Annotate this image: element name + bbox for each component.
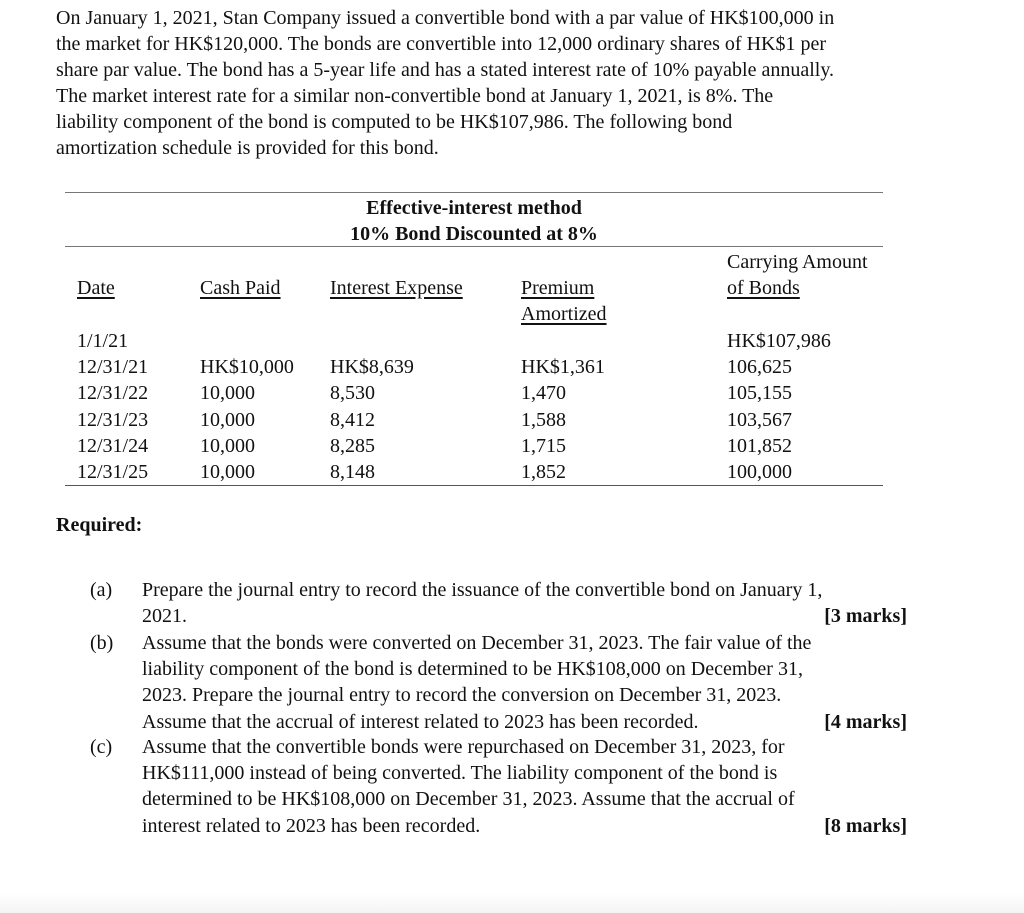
question-label: (a) — [90, 579, 113, 601]
header-carrying-amount: Carrying Amount — [727, 251, 868, 273]
cell-date: 12/31/22 — [77, 382, 149, 405]
question-text-line: liability component of the bond is determined to be HK$108,000 on December 31, — [142, 658, 803, 681]
table-title: Effective-interest method — [366, 197, 582, 219]
intro-line: liability component of the bond is computed to be HK$107,986. The following bond — [56, 111, 733, 133]
cell-carrying: 103,567 — [727, 408, 792, 431]
cell-carrying: 105,155 — [727, 382, 792, 405]
cell-interest: 8,530 — [330, 382, 375, 405]
table-header-rule — [65, 246, 883, 247]
cell-premium: 1,715 — [521, 434, 566, 457]
marks-label: [4 marks] — [824, 710, 907, 733]
cell-premium: 1,470 — [521, 382, 566, 405]
cell-cash: 10,000 — [200, 434, 255, 457]
table-bottom-rule — [65, 485, 883, 486]
bottom-shade — [0, 893, 1024, 913]
cell-interest: HK$8,639 — [330, 356, 414, 379]
header-of-bonds: of Bonds — [727, 277, 800, 299]
cell-date: 12/31/23 — [77, 408, 149, 431]
intro-line: the market for HK$120,000. The bonds are convertible into 12,000 ordinary shares of HK$1 per — [56, 33, 826, 55]
intro-line: The market interest rate for a similar non-convertible bond at January 1, 2021, is 8%. The — [56, 85, 774, 107]
cell-carrying: 100,000 — [727, 461, 792, 483]
intro-line: On January 1, 2021, Stan Company issued a convertible bond with a par value of HK$100,000 in — [56, 7, 835, 29]
cell-cash: 10,000 — [200, 408, 255, 431]
cell-date: 12/31/24 — [77, 434, 149, 457]
header-amortized: Amortized — [521, 303, 607, 325]
marks-label: [8 marks] — [824, 814, 907, 837]
cell-interest: 8,148 — [330, 461, 375, 483]
cell-premium: 1,852 — [521, 461, 566, 483]
required-heading: Required: — [56, 514, 143, 536]
cell-cash: HK$10,000 — [200, 356, 294, 379]
header-interest-expense: Interest Expense — [330, 277, 463, 299]
question-text-line: Assume that the accrual of interest related to 2023 has been recorded. — [142, 710, 699, 733]
question-text-line: 2023. Prepare the journal entry to record the conversion on December 31, 2023. — [142, 684, 782, 707]
cell-cash: 10,000 — [200, 382, 255, 405]
cell-interest: 8,412 — [330, 408, 375, 431]
table-subtitle: 10% Bond Discounted at 8% — [350, 223, 598, 245]
cell-premium: HK$1,361 — [521, 356, 605, 379]
intro-line: amortization schedule is provided for this bond. — [56, 137, 439, 159]
header-date: Date — [77, 277, 115, 299]
question-text-line: Assume that the convertible bonds were repurchased on December 31, 2023, for — [142, 736, 785, 758]
intro-line: share par value. The bond has a 5-year life and has a stated interest rate of 10% payable annually. — [56, 59, 835, 81]
question-text-line: HK$111,000 instead of being converted. The liability component of the bond is — [142, 762, 778, 785]
cell-premium: 1,588 — [521, 408, 566, 431]
question-text-line: Prepare the journal entry to record the issuance of the convertible bond on January 1, — [142, 579, 823, 601]
header-cash-paid: Cash Paid — [200, 277, 281, 299]
cell-date: 12/31/25 — [77, 461, 149, 483]
table-top-rule — [65, 192, 883, 193]
question-text-line: interest related to 2023 has been recorded. — [142, 814, 481, 837]
cell-interest: 8,285 — [330, 434, 375, 457]
cell-carrying: 106,625 — [727, 356, 792, 379]
question-label: (c) — [90, 736, 113, 758]
marks-label: [3 marks] — [824, 605, 907, 628]
cell-date: 1/1/21 — [77, 330, 129, 352]
header-premium: Premium — [521, 277, 595, 299]
question-label: (b) — [90, 632, 114, 654]
question-text-line: Assume that the bonds were converted on December 31, 2023. The fair value of the — [142, 632, 812, 654]
cell-carrying: 101,852 — [727, 434, 792, 457]
cell-carrying: HK$107,986 — [727, 330, 831, 352]
cell-date: 12/31/21 — [77, 356, 149, 379]
cell-cash: 10,000 — [200, 461, 255, 483]
question-text-line: determined to be HK$108,000 on December 31, 2023. Assume that the accrual of — [142, 788, 795, 811]
question-text-line: 2021. — [142, 605, 187, 628]
